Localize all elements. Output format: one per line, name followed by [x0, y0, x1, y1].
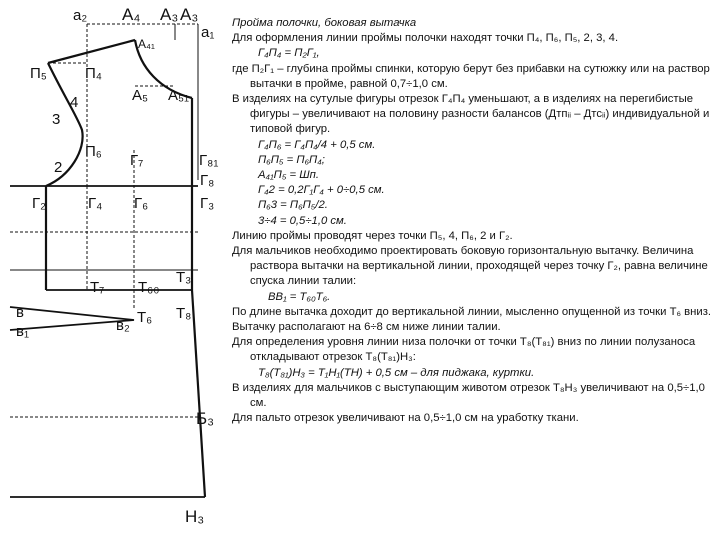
text-line-4: Линию проймы проводят через точки П₅, 4, П₆, 2 и Г₂. [232, 229, 513, 242]
text-line-2: где П₂Г₁ – глубина проймы спинки, которую берут без прибавки на сутюжку или на раствор вытачки в пройме, равной 0,7÷1,0 см. [232, 62, 710, 90]
label-v2: в₂ [116, 317, 130, 334]
label-G4: Г₄ [88, 195, 103, 212]
formula-7: 3÷4 = 0,5÷1,0 см. [258, 214, 347, 227]
text-line-1: Для оформления линии проймы полочки находят точки П₄, П₆, П₅, 2, 3, 4. [232, 32, 619, 45]
formula-2: Г₄П₆ = Г₄П₄/4 + 0,5 см. [258, 138, 376, 151]
label-P6: П₆ [85, 143, 102, 160]
formula-5: Г₄2 = 0,2Г₁Г₄ + 0÷0,5 см. [258, 184, 385, 197]
label-n2: 2 [54, 159, 63, 176]
formula-8: ВВ₁ = Т₆₀Т₆. [268, 290, 331, 303]
label-H3: Н₃ [185, 507, 205, 526]
label-G2: Г₂ [32, 195, 46, 212]
formula-3: П₆П₅ = П₆П₄; [258, 153, 325, 166]
label-T6: Т₆ [137, 309, 153, 326]
label-A5: А₅ [132, 87, 149, 104]
label-G8: Г₈ [200, 172, 215, 189]
label-G3: Г₃ [200, 195, 215, 212]
front-edge-line [192, 290, 205, 497]
label-n4: 4 [70, 94, 79, 111]
label-P5: П₅ [30, 65, 47, 82]
formula-1: Г₄П₄ = П₂Г₁, [258, 47, 320, 60]
instructions-panel [232, 16, 716, 426]
label-T60: Т₆₀ [138, 279, 160, 296]
text-line-8: Для определения уровня линии низа полочки от точки Т₈(Т₈₁) вниз по линии полузаноса откладывают отрезок Т₈(Т₈₁)Н₃: [232, 336, 696, 364]
label-A41: А₄₁ [138, 37, 155, 51]
text-line-7: Вытачку располагают на 6÷8 см ниже линии талии. [232, 321, 501, 334]
label-P4: П₄ [85, 65, 102, 82]
label-G7: Г₇ [130, 152, 144, 169]
label-A51: А₅₁ [168, 87, 190, 104]
text-line-10: Для пальто отрезок увеличивают на 0,5÷1,0 см на уработку ткани. [232, 412, 579, 425]
formula-9: Т₈(Т₈₁)Н₃ = Т₁Н₁(ТН) + 0,5 см – для пиджака, куртки. [258, 366, 535, 379]
label-v: в [16, 304, 24, 321]
label-B3: Б₃ [196, 409, 215, 428]
label-n3: 3 [52, 111, 61, 128]
text-line-3: В изделиях на сутулые фигуры отрезок Г₄П₄ уменьшают, а в изделиях на перегибистые фигуры – увеличивают на половину разности балансов (Дтпᵢᵢ – Дтсᵢᵢ) индивидуальной и типовой фигур. [232, 93, 710, 136]
pattern-drawing [0, 0, 232, 540]
formula-4: А₄₁П₅ = Шп. [258, 169, 319, 182]
label-T3: Т₃ [176, 269, 192, 286]
label-G81: Г₈₁ [199, 152, 219, 169]
label-G6: Г₆ [134, 195, 149, 212]
formula-6: П₆3 = П₆П₅/2. [258, 199, 328, 212]
text-line-9: В изделиях для мальчиков с выступающим животом отрезок Т₈Н₃ увеличивают на 0,5÷1,0 см. [232, 381, 705, 410]
text-line-6: По длине вытачка доходит до вертикальной линии, мысленно опущенной из точки Т₆ вниз. [232, 305, 712, 318]
text-line-5: Для мальчиков необходимо проектировать боковую горизонтальную вытачку. Величина раствора вытачки на вертикальной линии, проходящей через точку Г₂, равна величине спуска линии талии: [232, 245, 708, 288]
label-a2: а₂ [73, 7, 88, 24]
label-A3: А₃ [160, 5, 179, 24]
shoulder-line [48, 40, 135, 63]
label-a1: а₁ [201, 24, 215, 41]
label-A4: А₄ [122, 5, 141, 24]
label-A3b: А₃ [180, 5, 199, 24]
label-T7: Т₇ [90, 279, 105, 296]
label-v1: в₁ [16, 323, 30, 340]
label-T8: Т₈ [176, 305, 192, 322]
section-title: Пройма полочки, боковая вытачка [232, 17, 417, 29]
